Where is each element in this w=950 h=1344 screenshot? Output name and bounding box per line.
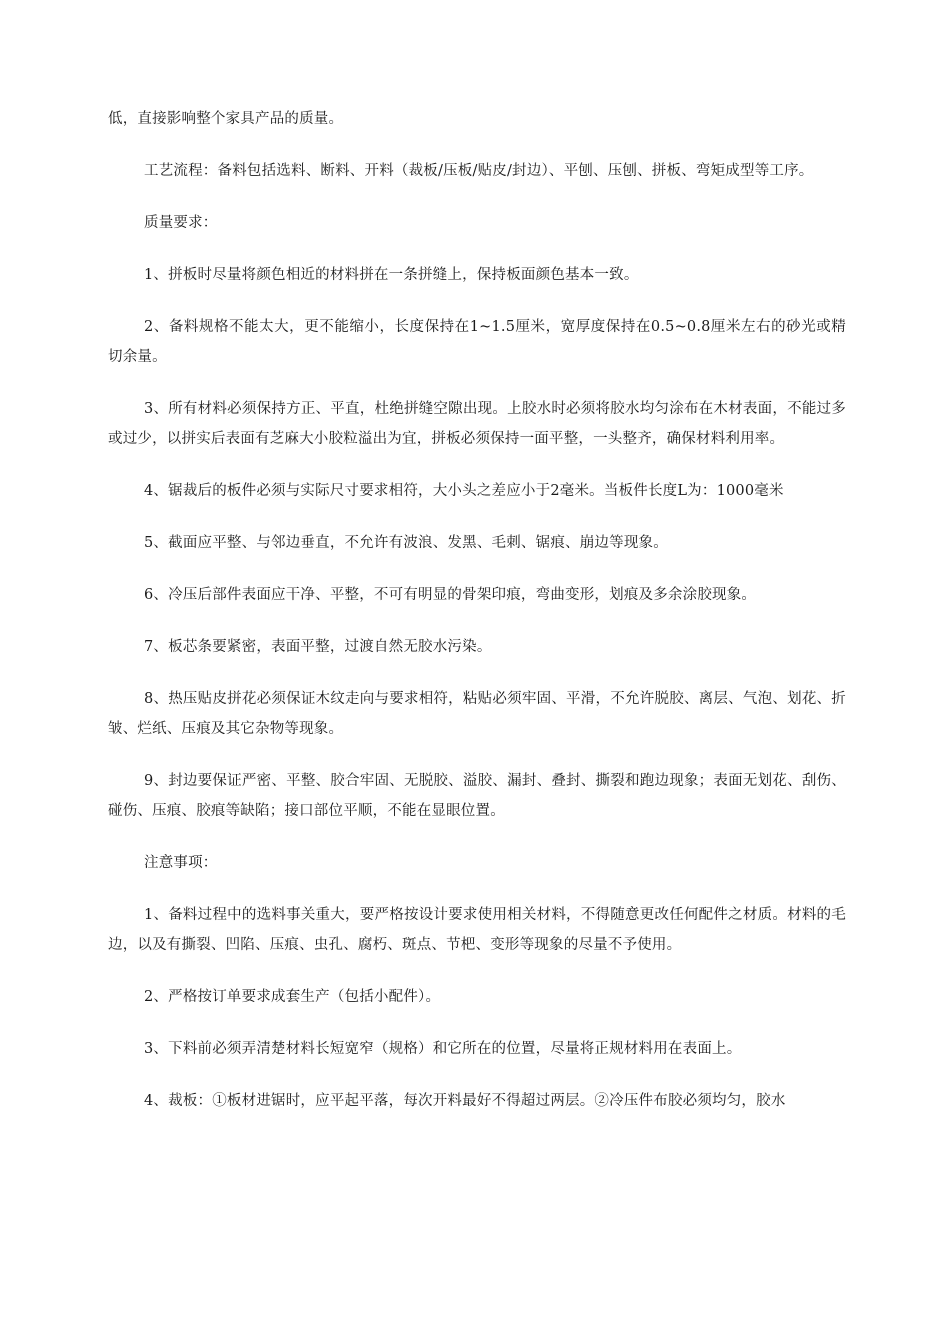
- paragraph-continuation: 低，直接影响整个家具产品的质量。: [108, 111, 344, 127]
- heading-quality-requirements: 质量要求：: [144, 215, 218, 231]
- quality-item-3: 3、所有材料必须保持方正、平直，杜绝拼缝空隙出现。上胶水时必须将胶水均匀涂布在木材表面，不能过多或过少，以拼实后表面有芝麻大小胶粒溢出为宜，拼板必须保持一面平整，一头整齐，确保材料利用率。: [108, 401, 846, 447]
- note-item-3: 3、下料前必须弄清楚材料长短宽窄（规格）和它所在的位置，尽量将正规材料用在表面上。: [144, 1041, 742, 1057]
- paragraph-process-flow: 工艺流程：备料包括选料、断料、开料（裁板/压板/贴皮/封边）、平刨、压刨、拼板、弯矩成型等工序。: [144, 163, 814, 179]
- note-item-1: 1、备料过程中的选料事关重大，要严格按设计要求使用相关材料，不得随意更改任何配件之材质。材料的毛边，以及有撕裂、凹陷、压痕、虫孔、腐朽、斑点、节杷、变形等现象的尽量不予使用。: [108, 907, 846, 953]
- document-body: [108, 104, 846, 1138]
- quality-item-8: 8、热压贴皮拼花必须保证木纹走向与要求相符，粘贴必须牢固、平滑，不允许脱胶、离层、气泡、划花、折皱、烂纸、压痕及其它杂物等现象。: [108, 691, 846, 737]
- quality-item-5: 5、截面应平整、与邻边垂直，不允许有波浪、发黑、毛刺、锯痕、崩边等现象。: [144, 535, 668, 551]
- quality-item-1: 1、拼板时尽量将颜色相近的材料拼在一条拼缝上，保持板面颜色基本一致。: [144, 267, 639, 283]
- quality-item-9: 9、封边要保证严密、平整、胶合牢固、无脱胶、溢胶、漏封、叠封、撕裂和跑边现象；表面无划花、刮伤、碰伤、压痕、胶痕等缺陷；接口部位平顺，不能在显眼位置。: [108, 773, 846, 819]
- quality-item-2: 2、备料规格不能太大，更不能缩小，长度保持在1~1.5厘米，宽厚度保持在0.5~0.8厘米左右的砂光或精切余量。: [108, 319, 846, 365]
- note-item-2: 2、严格按订单要求成套生产（包括小配件）。: [144, 989, 441, 1005]
- quality-item-6: 6、冷压后部件表面应干净、平整，不可有明显的骨架印痕，弯曲变形，划痕及多余涂胶现象。: [144, 587, 757, 603]
- note-item-4: 4、裁板：①板材进锯时，应平起平落，每次开料最好不得超过两层。②冷压件布胶必须均匀，胶水: [144, 1093, 786, 1109]
- quality-item-7: 7、板芯条要紧密，表面平整，过渡自然无胶水污染。: [144, 639, 492, 655]
- quality-item-4: 4、锯裁后的板件必须与实际尺寸要求相符，大小头之差应小于2毫米。当板件长度L为：1000毫米: [144, 483, 784, 499]
- heading-notes: 注意事项：: [144, 855, 218, 871]
